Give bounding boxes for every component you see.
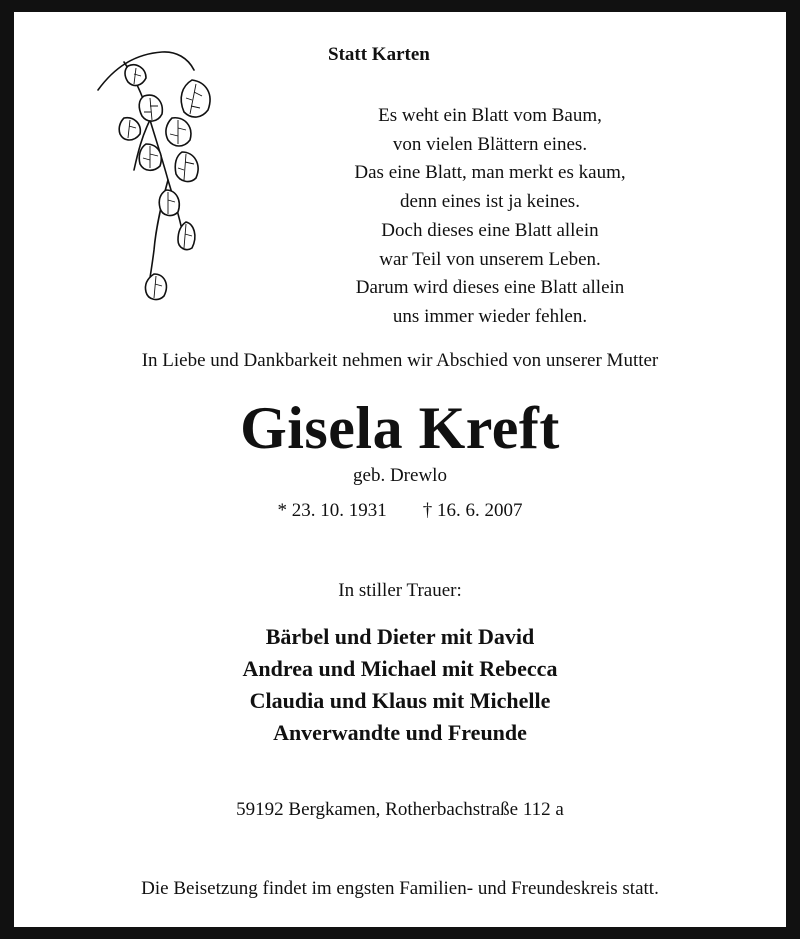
poem-line: Es weht ein Blatt vom Baum,	[378, 105, 602, 126]
family-address: 59192 Bergkamen, Rotherbachstraße 112 a	[236, 799, 564, 820]
death-date: † 16. 6. 2007	[422, 500, 523, 521]
poem-line: Doch dieses eine Blatt allein	[381, 219, 599, 241]
mourner-line: Bärbel und Dieter mit David	[265, 624, 535, 649]
maiden-name: geb. Drewlo	[353, 465, 447, 486]
poem	[290, 102, 690, 332]
poem-line: Darum wird dieses eine Blatt allein	[355, 277, 625, 299]
statt-karten-heading: Statt Karten	[328, 44, 430, 65]
mourning-heading: In stiller Trauer:	[338, 580, 462, 601]
mourners-list	[14, 621, 786, 749]
poem-line: denn eines ist ja keines.	[400, 191, 580, 213]
poem-line: uns immer wieder fehlen.	[392, 305, 588, 327]
birth-date: * 23. 10. 1931	[277, 500, 387, 521]
burial-note: Die Beisetzung findet im engsten Familien- und Freundeskreis statt.	[141, 878, 659, 899]
life-dates	[14, 500, 786, 522]
mourner-line: Claudia und Klaus mit Michelle	[249, 688, 551, 713]
poem-line: von vielen Blättern eines.	[392, 133, 588, 155]
mourner-line: Anverwandte und Freunde	[273, 720, 527, 745]
poem-line: Das eine Blatt, man merkt es kaum,	[354, 162, 626, 184]
birch-branch-icon	[84, 40, 224, 320]
poem-line: war Teil von unserem Leben.	[379, 248, 601, 270]
farewell-intro: In Liebe und Dankbarkeit nehmen wir Abschied von unserer Mutter	[141, 350, 659, 371]
mourner-line: Andrea und Michael mit Rebecca	[242, 656, 558, 681]
deceased-name: Gisela Kreft	[240, 395, 560, 461]
